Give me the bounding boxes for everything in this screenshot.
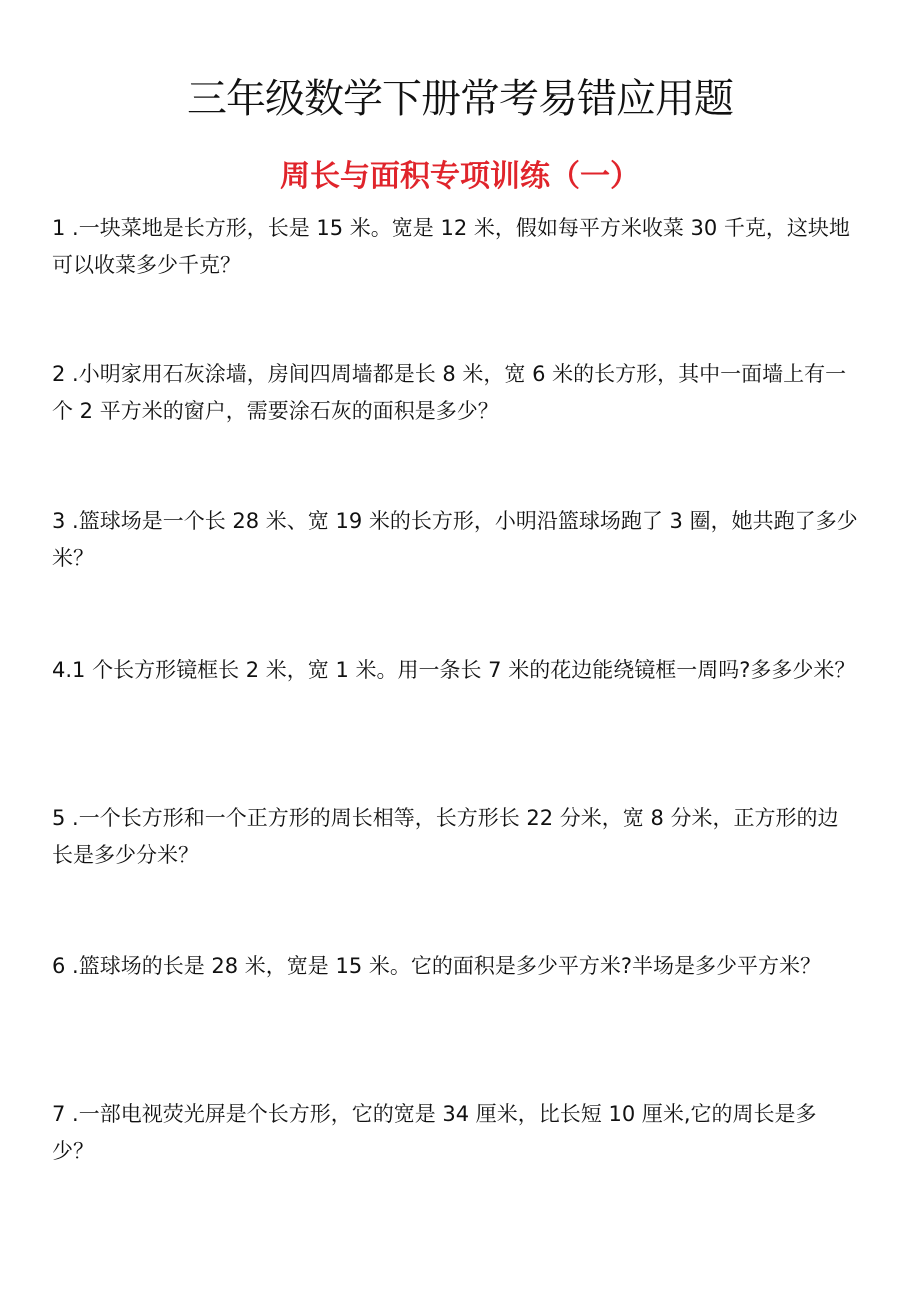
question-7: 7 .一部电视荧光屏是个长方形，它的宽是 34 厘米，比长短 10 厘米,它的周长是多少？ <box>52 1102 817 1163</box>
question-1: 1 .一块菜地是长方形，长是 15 米。宽是 12 米，假如每平方米收菜 30 千克，这块地可以收菜多少千克？ <box>52 216 850 277</box>
section-subtitle: 周长与面积专项训练（一） <box>280 159 640 194</box>
question-2: 2 .小明家用石灰涂墙，房间四周墙都是长 8 米，宽 6 米的长方形，其中一面墙上有一个 2 平方米的窗户，需要涂石灰的面积是多少？ <box>52 362 847 423</box>
question-3: 3 .篮球场是一个长 28 米、宽 19 米的长方形，小明沿篮球场跑了 3 圈，她共跑了多少米？ <box>52 509 858 570</box>
question-6: 6 .篮球场的长是 28 米，宽是 15 米。它的面积是多少平方米?半场是多少平方米？ <box>52 954 821 978</box>
question-5: 5 .一个长方形和一个正方形的周长相等，长方形长 22 分米，宽 8 分米，正方形的边长是多少分米？ <box>52 806 839 867</box>
page-title: 三年级数学下册常考易错应用题 <box>187 76 733 122</box>
question-4: 4.1 个长方形镜框长 2 米，宽 1 米。用一条长 7 米的花边能绕镜框一周吗?多多少米？ <box>52 658 856 682</box>
